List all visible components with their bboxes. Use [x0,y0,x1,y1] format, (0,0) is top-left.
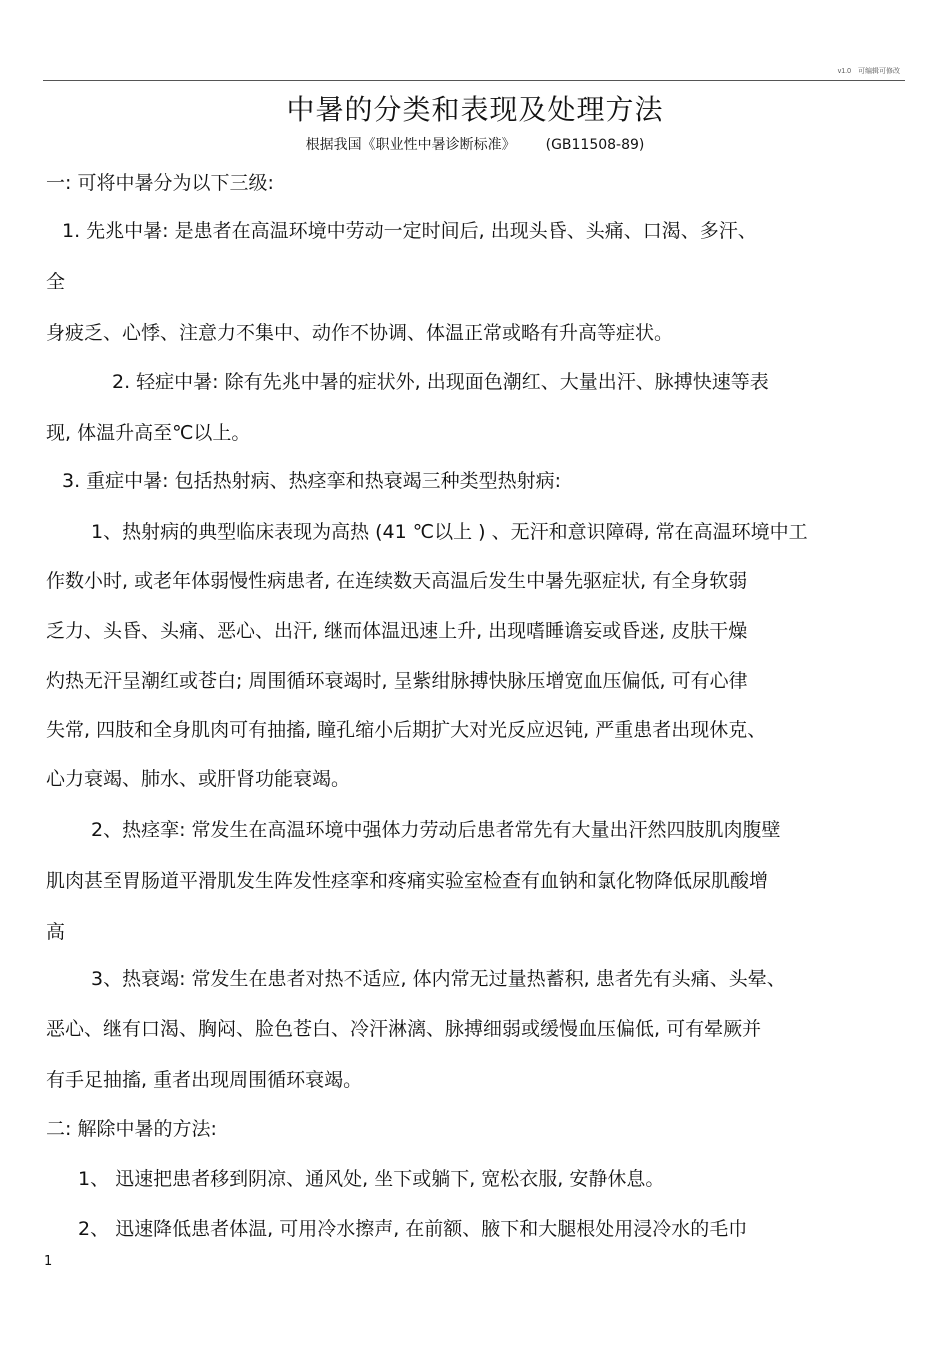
paragraph-line: 2、热痉挛: 常发生在高温环境中强体力劳动后患者常先有大量出汗然四肢肌肉腹壁 [91,819,781,841]
paragraph-line: 身疲乏、心悸、注意力不集中、动作不协调、体温正常或略有升高等症状。 [46,322,674,344]
paragraph-line: 有手足抽搐, 重者出现周围循环衰竭。 [46,1069,363,1091]
paragraph-line: 全 [46,271,66,293]
version-label: v1.0 可编辑可修改 [837,68,900,75]
section-heading: 二: 解除中暑的方法: [46,1118,217,1140]
paragraph-line: 3、热衰竭: 常发生在患者对热不适应, 体内常无过量热蓄积, 患者先有头痛、头晕、 [91,968,786,990]
paragraph-line: 高 [46,921,66,943]
paragraph-line: 乏力、头昏、头痛、恶心、出汗, 继而体温迅速上升, 出现嗜睡谵妄或昏迷, 皮肤干燥 [46,620,748,642]
paragraph-line: 3. 重症中暑: 包括热射病、热痉挛和热衰竭三种类型热射病: [62,470,562,492]
section-heading: 一: 可将中暑分为以下三级: [46,172,274,194]
page-title: 中暑的分类和表现及处理方法 [286,93,664,126]
paragraph-line: 1、热射病的典型临床表现为高热 (41 ℃以上 ) 、无汗和意识障碍, 常在高温环境中工 [91,521,808,543]
paragraph-line: 肌肉甚至胃肠道平滑肌发生阵发性痉挛和疼痛实验室检查有血钠和氯化物降低尿肌酸增 [46,870,769,892]
paragraph-line: 恶心、继有口渴、胸闷、脸色苍白、冷汗淋漓、脉搏细弱或缓慢血压偏低, 可有晕厥并 [46,1018,762,1040]
paragraph-line: 现, 体温升高至℃以上。 [46,422,251,444]
subtitle-code: (GB11508-89) [545,137,645,153]
subtitle-source: 根据我国《职业性中暑诊断标准》 [305,137,516,153]
subtitle [0,134,950,154]
paragraph-line: 1. 先兆中暑: 是患者在高温环境中劳动一定时间后, 出现头昏、头痛、口渴、多汗、 [62,220,757,242]
paragraph-line: 灼热无汗呈潮红或苍白; 周围循环衰竭时, 呈紫绀脉搏快脉压增宽血压偏低, 可有心律 [46,670,748,692]
paragraph-line: 作数小时, 或老年体弱慢性病患者, 在连续数天高温后发生中暑先驱症状, 有全身软弱 [46,570,748,592]
header-rule [43,80,905,81]
paragraph-line: 失常, 四肢和全身肌肉可有抽搐, 瞳孔缩小后期扩大对光反应迟钝, 严重患者出现休克、 [46,719,767,741]
paragraph-line: 心力衰竭、肺水、或肝肾功能衰竭。 [46,768,351,790]
paragraph-line: 1、 迅速把患者移到阴凉、通风处, 坐下或躺下, 宽松衣服, 安静休息。 [78,1168,665,1190]
paragraph-line: 2. 轻症中暑: 除有先兆中暑的症状外, 出现面色潮红、大量出汗、脉搏快速等表 [112,371,769,393]
page-number: 1 [44,1254,53,1269]
paragraph-line: 2、 迅速降低患者体温, 可用冷水擦声, 在前额、腋下和大腿根处用浸冷水的毛巾 [78,1218,748,1240]
